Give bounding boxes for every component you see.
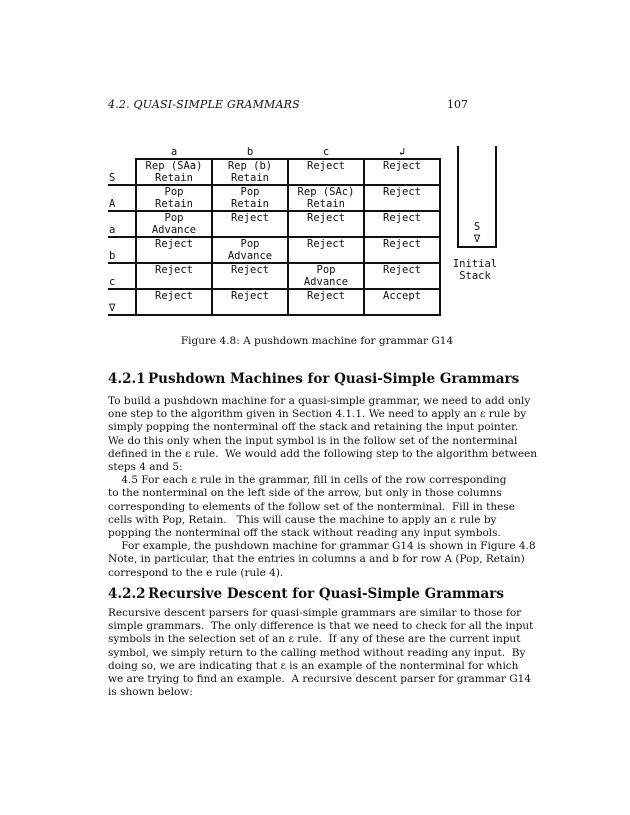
table-cell [288,289,364,315]
text-line: We do this only when the input symbol is in the follow set of the nonterminal [108,434,518,447]
table-cell [136,237,212,263]
text-line: doing so, we are indicating that ε is an example of the nonterminal for which [108,659,519,672]
cell-pointer-action: Advance [303,276,349,288]
cell-pointer-action [137,276,211,288]
cell-pointer-action [137,250,211,262]
text-line: one step to the algorithm given in Section 4.1.1. We need to apply an ε rule by [108,408,527,421]
cell-action: Reject [155,264,193,276]
cell-pointer-action: Retain [155,172,193,184]
stack-item-top: S [473,221,481,233]
cell-pointer-action [365,172,439,184]
cell-pointer-action [213,302,287,314]
table-cell [136,263,212,289]
cell-pointer-action: Advance [151,224,197,236]
table-cell [136,289,212,315]
corner-cell [108,146,136,159]
section-heading-4-2-1: 4.2.1 Pushdown Machines for Quasi-Simple Grammars [108,371,520,387]
cell-action: Reject [383,160,421,172]
section-heading-4-2-2: 4.2.2 Recursive Descent for Quasi-Simple Grammars [108,586,504,602]
stack-item-bottom: ∇ [473,233,481,245]
text-line: simple grammars. The only difference is that we need to check for all the input [108,620,534,633]
cell-action: Pop [240,238,260,250]
cell-pointer-action: Retain [155,198,193,210]
text-line: corresponding to elements of the follow set of the nonterminal. Fill in these [108,500,515,513]
cell-pointer-action [213,224,287,236]
cell-pointer-action [289,250,363,262]
cell-action: Reject [231,212,269,224]
cell-pointer-action: Retain [231,172,269,184]
row-label: a [108,211,136,237]
page-number: 107 [447,98,468,111]
cell-action: Reject [231,290,269,302]
cell-pointer-action [365,198,439,210]
cell-pointer-action: Retain [231,198,269,210]
cell-action: Accept [383,290,421,302]
initial-stack [457,146,497,248]
running-header: 4.2. QUASI-SIMPLE GRAMMARS [108,98,300,111]
cell-pointer-action [289,224,363,236]
cell-action: Reject [231,264,269,276]
table-cell [136,211,212,237]
cell-pointer-action [289,172,363,184]
table-cell [364,237,440,263]
table-row [108,289,440,315]
row-label: ∇ [108,289,136,315]
table-cell [364,263,440,289]
text-line: symbols in the selection set of an ε rule. If any of these are the current input [108,633,521,646]
text-line: Note, in particular, that the entries in columns a and b for row A (Pop, Retain) [108,553,525,566]
cell-action: Pop [316,264,336,276]
text-line: is shown below: [108,686,193,699]
cell-action: Reject [383,238,421,250]
cell-pointer-action [213,276,287,288]
cell-action: Reject [307,290,345,302]
table-cell [212,289,288,315]
table-cell [288,185,364,211]
cell-pointer-action [365,276,439,288]
cell-action: Rep (SAa) [145,160,203,172]
table-cell [288,237,364,263]
text-line: For example, the pushdown machine for grammar G14 is shown in Figure 4.8 [108,540,536,553]
table-row [108,263,440,289]
text-line: 4.5 For each ε rule in the grammar, fill in cells of the row corresponding [108,474,507,487]
table-row [108,159,440,185]
stack-label: Initial Stack [452,258,498,282]
table-cell [212,211,288,237]
cell-action: Pop [164,186,184,198]
cell-pointer-action [289,302,363,314]
text-line: To build a pushdown machine for a quasi-simple grammar, we need to add only [108,395,531,407]
figure-caption: Figure 4.8: A pushdown machine for grammar G14 [180,335,454,347]
cell-action: Reject [383,264,421,276]
section-4-2-2-body [108,607,534,699]
cell-action: Reject [307,160,345,172]
text-line: Recursive descent parsers for quasi-simple grammars are similar to those for [108,607,522,619]
cell-pointer-action [365,224,439,236]
table-row [108,237,440,263]
table-cell [136,185,212,211]
table-header-row [108,146,440,159]
cell-pointer-action [137,302,211,314]
table-cell [288,211,364,237]
row-label: c [108,263,136,289]
cell-action: Pop [240,186,260,198]
cell-pointer-action: Advance [227,250,273,262]
cell-action: Pop [164,212,184,224]
table-cell [212,159,288,185]
table-cell [212,237,288,263]
table-row [108,185,440,211]
cell-action: Reject [307,238,345,250]
section-4-2-1-body [108,395,538,580]
table-cell [136,159,212,185]
text-line: defined in the ε rule. We would add the following step to the algorithm between [108,447,538,460]
pushdown-machine-table [108,146,441,316]
column-header: a [136,146,212,159]
cell-action: Reject [383,212,421,224]
cell-action: Reject [383,186,421,198]
cell-pointer-action [365,250,439,262]
text-line: correspond to the e rule (rule 4). [108,566,284,579]
table-cell [212,185,288,211]
row-label: A [108,185,136,211]
row-label: b [108,237,136,263]
text-line: cells with Pop, Retain. This will cause the machine to apply an ε rule by [108,513,497,526]
text-line: we are trying to find an example. A recursive descent parser for grammar G14 [108,673,532,686]
cell-action: Reject [307,212,345,224]
table-cell [364,211,440,237]
text-line: simply popping the nonterminal off the stack and retaining the input pointer. [108,421,519,434]
table-cell [212,263,288,289]
row-label: S [108,159,136,185]
cell-action: Rep (b) [227,160,273,172]
cell-action: Rep (SAc) [297,186,355,198]
column-header: ↲ [364,146,440,159]
table-row [108,211,440,237]
cell-pointer-action [365,302,439,314]
table-cell [288,263,364,289]
cell-pointer-action: Retain [307,198,345,210]
text-line: popping the nonterminal off the stack without reading any input symbols. [108,527,501,540]
column-header: c [288,146,364,159]
table-cell [364,185,440,211]
table-cell [364,289,440,315]
table-cell [288,159,364,185]
text-line: to the nonterminal on the left side of the arrow, but only in those columns [108,487,502,500]
column-header: b [212,146,288,159]
text-line: steps 4 and 5: [108,461,183,474]
table-cell [364,159,440,185]
text-line: symbol, we simply return to the calling method without reading any input. By [108,646,526,659]
cell-action: Reject [155,238,193,250]
cell-action: Reject [155,290,193,302]
